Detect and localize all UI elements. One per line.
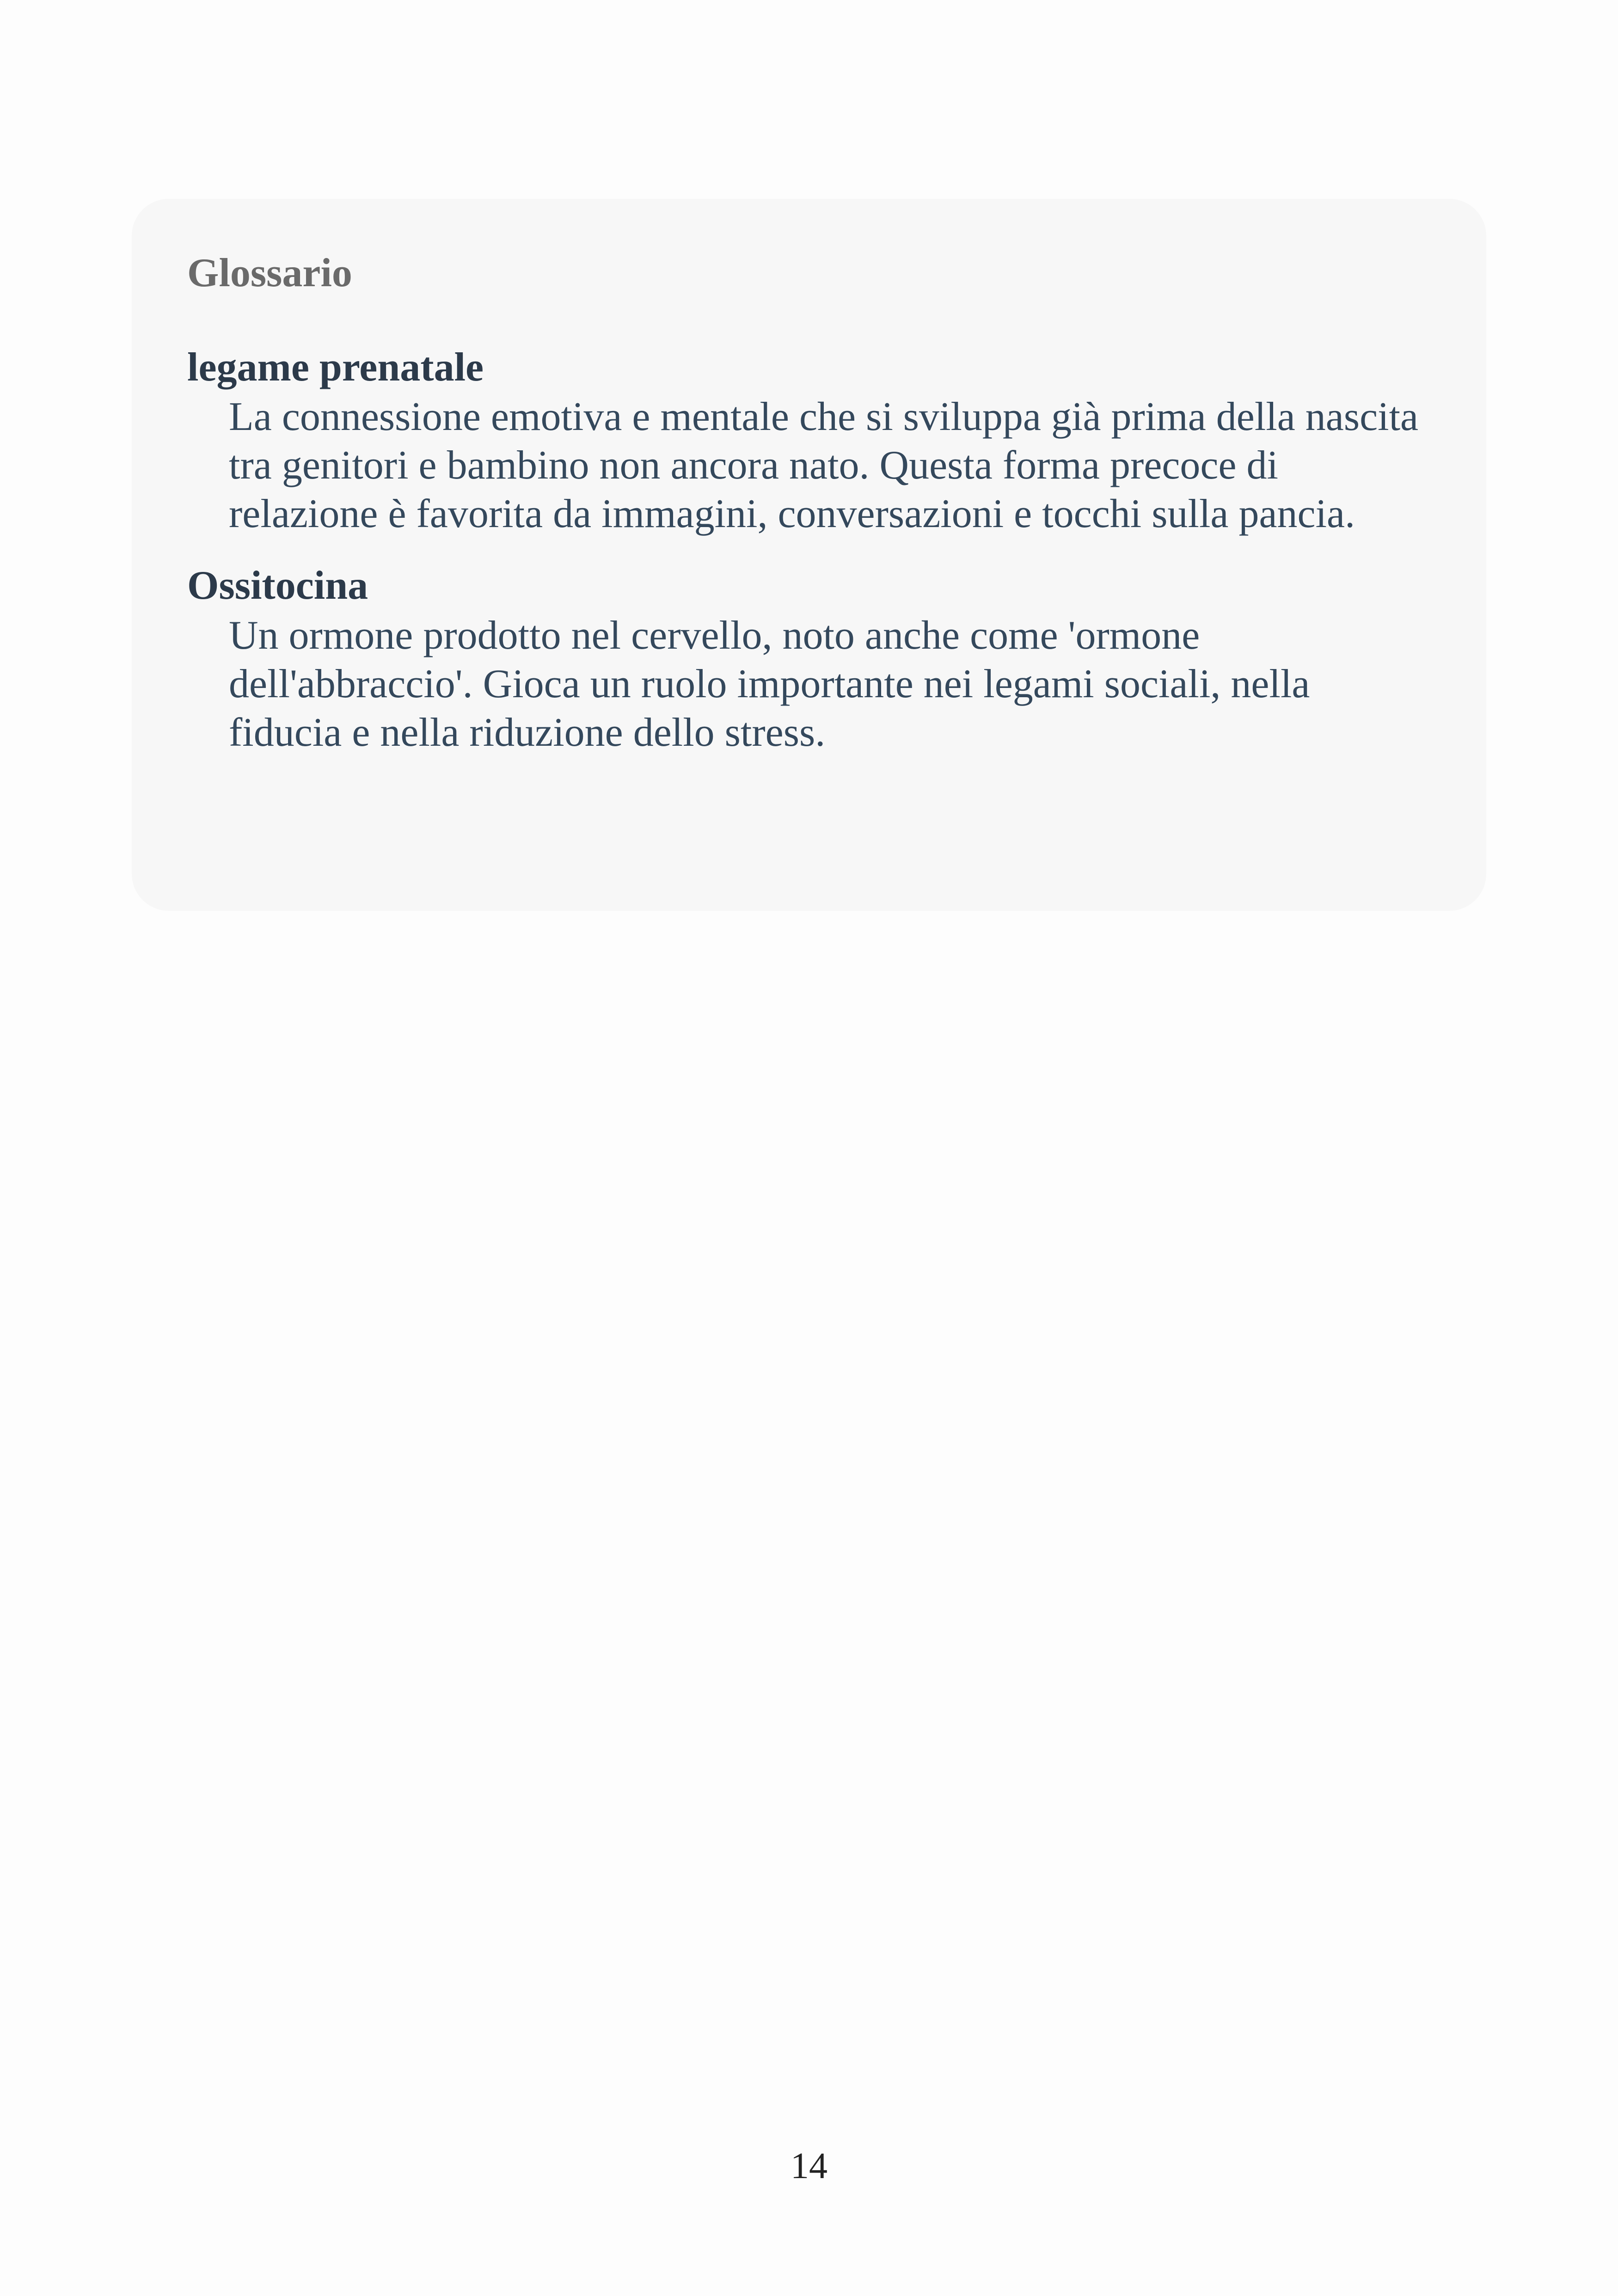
glossary-entry xyxy=(187,343,1431,539)
glossary-title: Glossario xyxy=(187,251,352,295)
page-number: 14 xyxy=(791,2146,827,2186)
glossary-term: legame prenatale xyxy=(187,344,484,390)
glossary-definition: Un ormone prodotto nel cervello, noto anche come 'ormone dell'abbraccio'. Gioca un ruolo importante nei legami sociali, nella fiducia e nella riduzione dello stress. xyxy=(229,613,1310,755)
glossary-box xyxy=(132,199,1486,911)
glossary-entry xyxy=(187,561,1431,757)
glossary-term: Ossitocina xyxy=(187,563,368,608)
glossary-definition: La connessione emotiva e mentale che si sviluppa già prima della nascita tra genitori e bambino non ancora nato. Questa forma precoce di relazione è favorita da immagini, conversazioni e tocchi sulla pancia. xyxy=(229,394,1419,537)
